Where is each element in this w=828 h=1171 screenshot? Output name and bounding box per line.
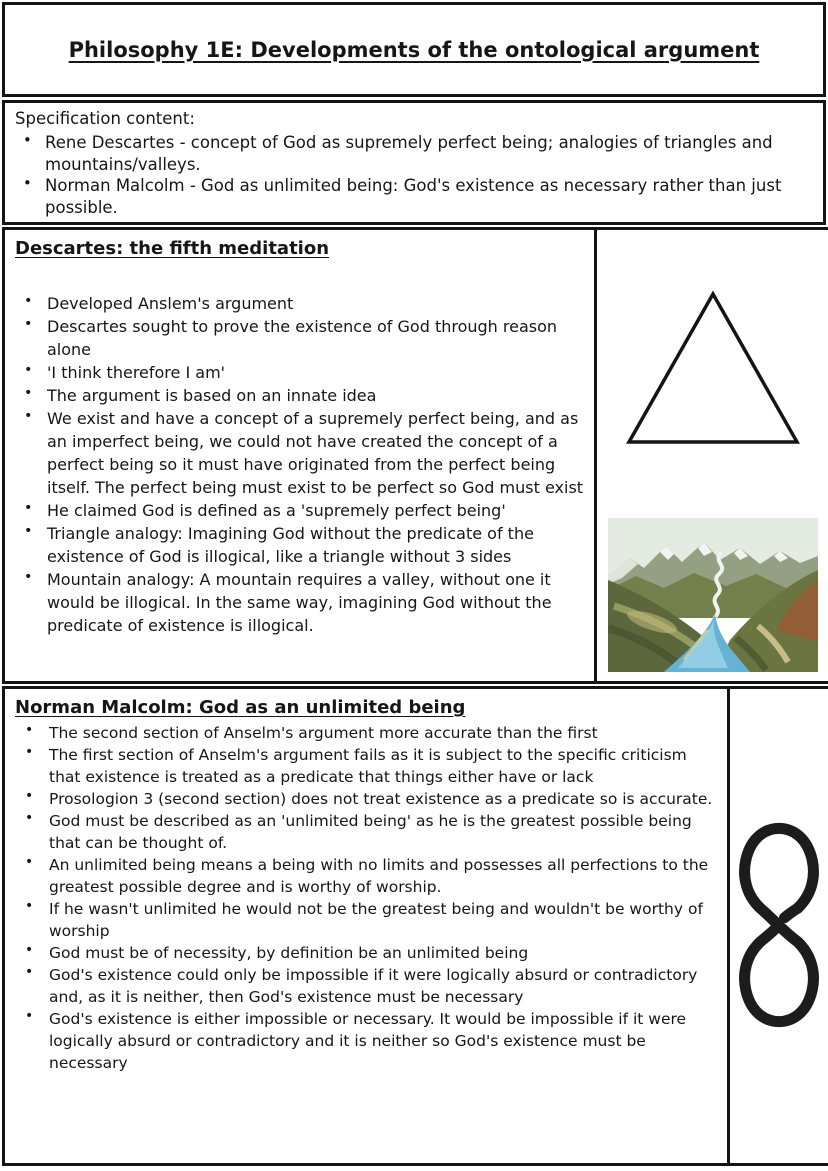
specification-box [2,100,826,225]
descartes-media-column [597,230,828,681]
bullet-item: • The argument is based on an innate idea [15,384,586,407]
bullet-item: • God's existence is either impossible or necessary. It would be impossible if it were logically absurd or contradictory and it is neither so God's existence must be necessary [15,1008,719,1074]
bullet-item: • If he wasn't unlimited he would not be the greatest being and wouldn't be worthy of worship [15,898,719,942]
bullet-item: • 'I think therefore I am' [15,361,586,384]
bullet-item: • God must be described as an 'unlimited being' as he is the greatest possible being that can be thought of. [15,810,719,854]
specification-label: Specification content: [15,109,195,128]
bullet-item: • Rene Descartes - concept of God as supremely perfect being; analogies of triangles and mountains/valleys. [15,132,813,176]
bullet-item: • Mountain analogy: A mountain requires a valley, without one it would be illogical. In the same way, imagining God without the predicate of existence is illogical. [15,568,586,637]
triangle-icon [623,288,803,452]
bullet-item: • An unlimited being means a being with no limits and possesses all perfections to the greatest possible degree and is worthy of worship. [15,854,719,898]
specification-bullet-list [15,132,813,219]
bullet-item: • God's existence could only be impossible if it were logically absurd or contradictory and, as it is neither, then God's existence must be necessary [15,964,719,1008]
malcolm-section [2,686,828,1166]
malcolm-bullet-list [15,722,719,1074]
bullet-item: • Descartes sought to prove the existence of God through reason alone [15,315,586,361]
malcolm-text-column [5,689,730,1163]
mountain-valley-image [608,518,818,676]
descartes-bullet-list [15,292,586,637]
infinity-symbol-icon [733,819,825,1035]
bullet-item: • Prosologion 3 (second section) does not treat existence as a predicate so is accurate. [15,788,719,810]
bullet-item: • Triangle analogy: Imagining God without the predicate of the existence of God is illogical, like a triangle without 3 sides [15,522,586,568]
bullet-item: • Developed Anslem's argument [15,292,586,315]
descartes-section [2,227,828,684]
bullet-item: • He claimed God is defined as a 'supremely perfect being' [15,499,586,522]
bullet-item: • The first section of Anselm's argument fails as it is subject to the specific criticism that existence is treated as a predicate that things either have or lack [15,744,719,788]
malcolm-heading: Norman Malcolm: God as an unlimited being [15,697,466,718]
bullet-item: • We exist and have a concept of a supremely perfect being, and as an imperfect being, we could not have created the concept of a perfect being so it must have originated from the perfect being itself. The perfect being must exist to be perfect so God must exist [15,407,586,499]
descartes-text-column [5,230,597,681]
bullet-item: • Norman Malcolm - God as unlimited being: God's existence as necessary rather than just possible. [15,175,813,219]
title-box [2,2,826,97]
bullet-item: • God must be of necessity, by definition be an unlimited being [15,942,719,964]
page-title: Philosophy 1E: Developments of the ontological argument [68,37,760,62]
descartes-heading: Descartes: the fifth meditation [15,238,330,259]
bullet-item: • The second section of Anselm's argument more accurate than the first [15,722,719,744]
malcolm-media-column [730,689,828,1163]
